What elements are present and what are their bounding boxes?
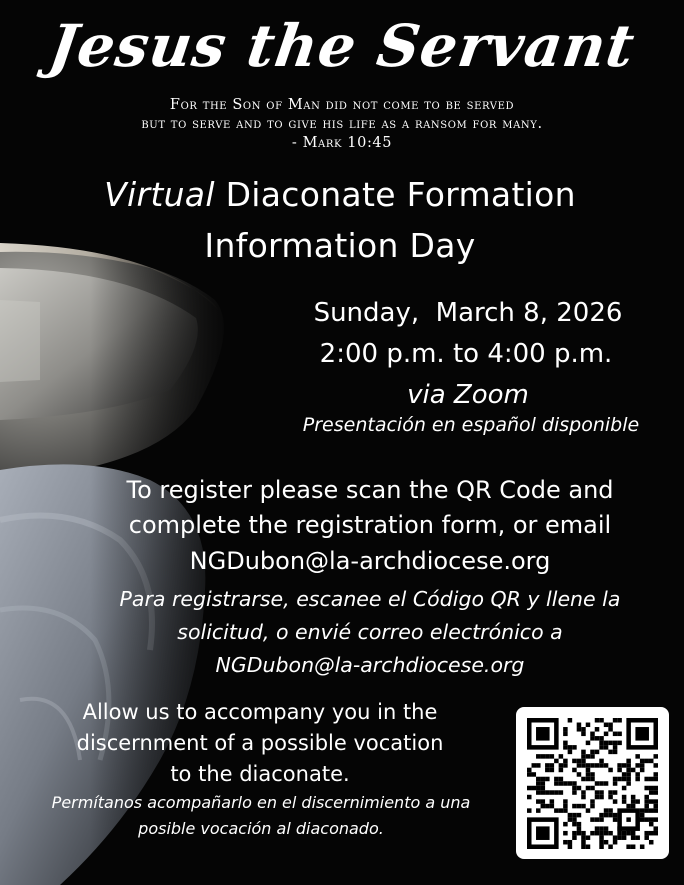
registration-es-line-2: solicitud, o envié correo electrónico a — [177, 620, 563, 644]
headline-line-2: Information Day — [204, 226, 476, 265]
qr-code-card[interactable] — [516, 707, 669, 859]
accompany-es-line-2: posible vocación al diaconado. — [138, 819, 384, 838]
accompany-line-1: Allow us to accompany you in the — [82, 700, 438, 724]
event-platform: via Zoom — [407, 380, 529, 410]
accompany-line-2: discernment of a possible vocation — [76, 731, 444, 755]
scripture-line-2: but to serve and to give his life as a ransom for many. — [141, 116, 543, 132]
event-date: Sunday, March 8, 2026 — [313, 298, 623, 328]
scripture-line-1: For the Son of Man did not come to be served — [169, 97, 515, 113]
registration-es-email[interactable]: NGDubon@la-archdiocese.org — [215, 653, 525, 677]
headline-virtual: Virtual — [104, 175, 215, 214]
spanish-presentation-note: Presentación en español disponible — [302, 414, 640, 436]
registration-line-1: To register please scan the QR Code and — [126, 476, 614, 504]
accompany-line-3: to the diaconate. — [170, 762, 350, 786]
registration-es-line-1: Para registrarse, escanee el Código QR y llene la — [119, 587, 621, 611]
event-time: 2:00 p.m. to 4:00 p.m. — [319, 339, 613, 369]
headline-line-1 — [0, 175, 680, 215]
registration-line-2: complete the registration form, or email — [128, 511, 612, 539]
qr-code-icon[interactable] — [527, 718, 658, 849]
flyer-title: Jesus the Servant — [44, 12, 640, 80]
scripture-citation: - Mark 10:45 — [291, 135, 393, 151]
accompany-es-line-1: Permítanos acompañarlo en el discernimiento a una — [51, 793, 471, 812]
registration-email[interactable]: NGDubon@la-archdiocese.org — [189, 547, 551, 575]
headline-rest: Diaconate Formation — [214, 175, 576, 214]
